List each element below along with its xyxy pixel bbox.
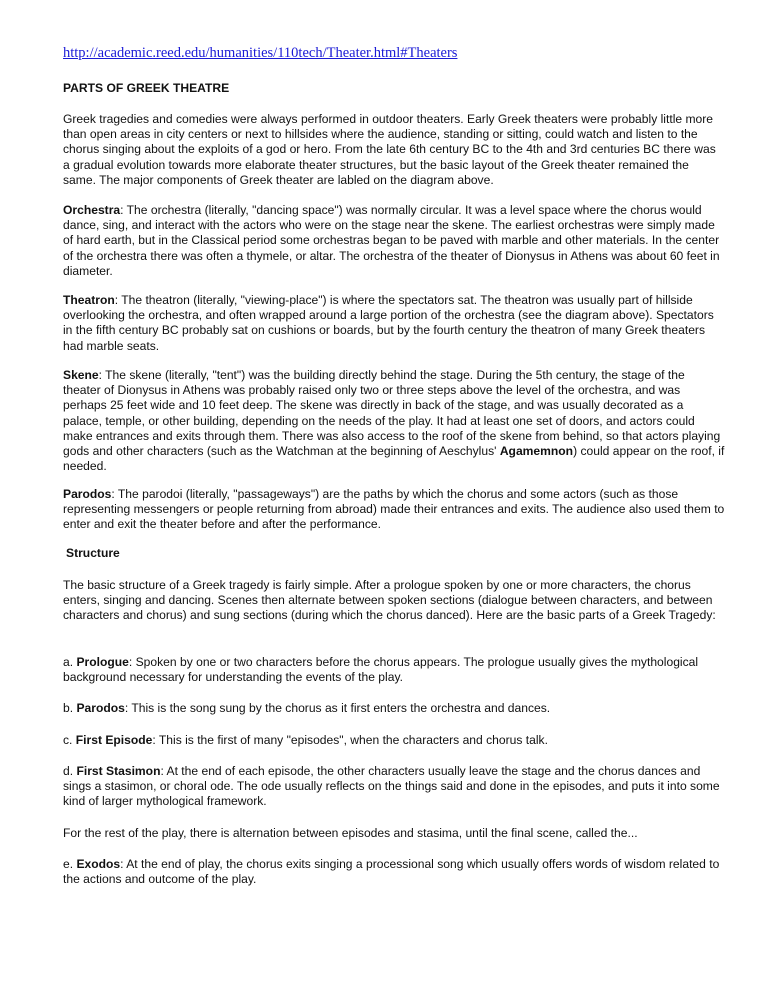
intro-paragraph: Greek tragedies and comedies were always performed in outdoor theaters. Early Greek theaters were probably little more than open areas in city centers or next to hillsides where the audience, standing or sitting, could watch and listen to the chorus singing about the exploits of a god or hero. From the late 6th century BC to the 4th and 3rd centuries BC there was a gradual evolution towards more elaborate theater structures, but the basic layout of the Greek theater remained the same. The major components of Greek theater are labled on the diagram above. bbox=[63, 112, 716, 187]
structure-paragraph: The basic structure of a Greek tragedy is fairly simple. After a prologue spoken by one or more characters, the chorus enters, singing and dancing. Scenes then alternate between spoken sections (dialogue between characters, and between characters and chorus) and sung sections (during which the chorus danced). Here are the basic parts of a Greek Tragedy: bbox=[63, 578, 716, 623]
parodos-text: : The parodoi (literally, "passageways") are the paths by which the chorus and some actors (such as those representing messengers or people returning from abroad) made their entrances and exits. The audience also used them to enter and exit the theater before and after the performance. bbox=[63, 487, 725, 532]
parodos-paragraph bbox=[63, 487, 725, 533]
page-title: PARTS OF GREEK THEATRE bbox=[63, 81, 230, 95]
part-term: Prologue bbox=[76, 655, 129, 669]
theatron-text: : The theatron (literally, "viewing-place") is where the spectators sat. The theatron was usually part of hillside overlooking the orchestra, and often wrapped around a large portion of the orchestra (see the diagram above). Spectators in the fifth century BC probably sat on cushions or boards, but by the fourth century the theatron of many Greek theaters had marble seats. bbox=[63, 293, 714, 353]
skene-text: : The skene (literally, "tent") was the building directly behind the stage. During the 5th century, the stage of the theater of Dionysus in Athens was probably raised only two or three steps above the level of the orchestra, and was perhaps 25 feet wide and 10 feet deep. The skene was directly in back of the stage, and was usually decorated as a palace, temple, or other building, depending on the needs of the play. It had at least one set of doors, and actors could make entrances and exits through them. There was also access to the roof of the skene from behind, so that actors playing gods and other characters (such as the Watchman at the beginning of Aeschylus' bbox=[63, 368, 721, 459]
part-first-episode bbox=[63, 733, 738, 748]
theatron-paragraph bbox=[63, 293, 725, 354]
orchestra-term: Orchestra bbox=[63, 203, 121, 217]
skene-paragraph bbox=[63, 368, 725, 474]
orchestra-text: : The orchestra (literally, "dancing space") was normally circular. It was a level space where the chorus would dance, sing, and interact with the actors who were on the stage near the skene. The earliest orchestras were simply made of hard earth, but in the Classical period some orchestras began to be paved with marble and other materials. In the center of the orchestra there was often a thymele, or altar. The orchestra of the theater of Dionysus in Athens was about 60 feet in diameter. bbox=[63, 203, 720, 278]
part-text: : This is the first of many "episodes", when the characters and chorus talk. bbox=[152, 733, 548, 747]
part-term: First Stasimon bbox=[76, 764, 161, 778]
skene-text-end: ) could appear on the roof, if needed. bbox=[63, 444, 725, 474]
part-prefix: b. bbox=[63, 701, 77, 715]
part-prefix: c. bbox=[63, 733, 76, 747]
skene-term: Skene bbox=[63, 368, 99, 382]
part-text: : Spoken by one or two characters before the chorus appears. The prologue usually gives the mythological background necessary for understanding the events of the play. bbox=[63, 655, 699, 685]
part-prefix: a. bbox=[63, 655, 77, 669]
part-text: : At the end of play, the chorus exits singing a processional song which usually offers words of wisdom related to the actions and outcome of the play. bbox=[63, 857, 720, 887]
part-term: Parodos bbox=[76, 701, 125, 715]
part-term: First Episode bbox=[75, 733, 153, 747]
part-term: Exodos bbox=[76, 857, 121, 871]
source-link[interactable]: http://academic.reed.edu/humanities/110tech/Theater.html#Theaters bbox=[63, 45, 458, 61]
part-prefix: e. bbox=[63, 857, 77, 871]
part-prologue bbox=[63, 655, 738, 685]
structure-heading: Structure bbox=[66, 546, 120, 560]
part-text: : This is the song sung by the chorus as it first enters the orchestra and dances. bbox=[124, 701, 551, 715]
agamemnon-title: Agamemnon bbox=[499, 444, 574, 459]
parodos-term: Parodos bbox=[63, 487, 112, 501]
theatron-term: Theatron bbox=[63, 293, 115, 307]
part-text: : At the end of each episode, the other characters usually leave the stage and the chorus dances and sings a stasimon, or choral ode. The ode usually reflects on the things said and done in the episodes, and puts it into some kind of larger mythological framework. bbox=[63, 764, 720, 809]
part-first-stasimon bbox=[63, 764, 725, 810]
part-prefix: d. bbox=[63, 764, 77, 778]
orchestra-paragraph bbox=[63, 203, 725, 279]
part-parodos bbox=[63, 701, 738, 716]
part-exodos bbox=[63, 857, 725, 887]
rest-paragraph: For the rest of the play, there is alternation between episodes and stasima, until the final scene, called the... bbox=[63, 826, 638, 840]
